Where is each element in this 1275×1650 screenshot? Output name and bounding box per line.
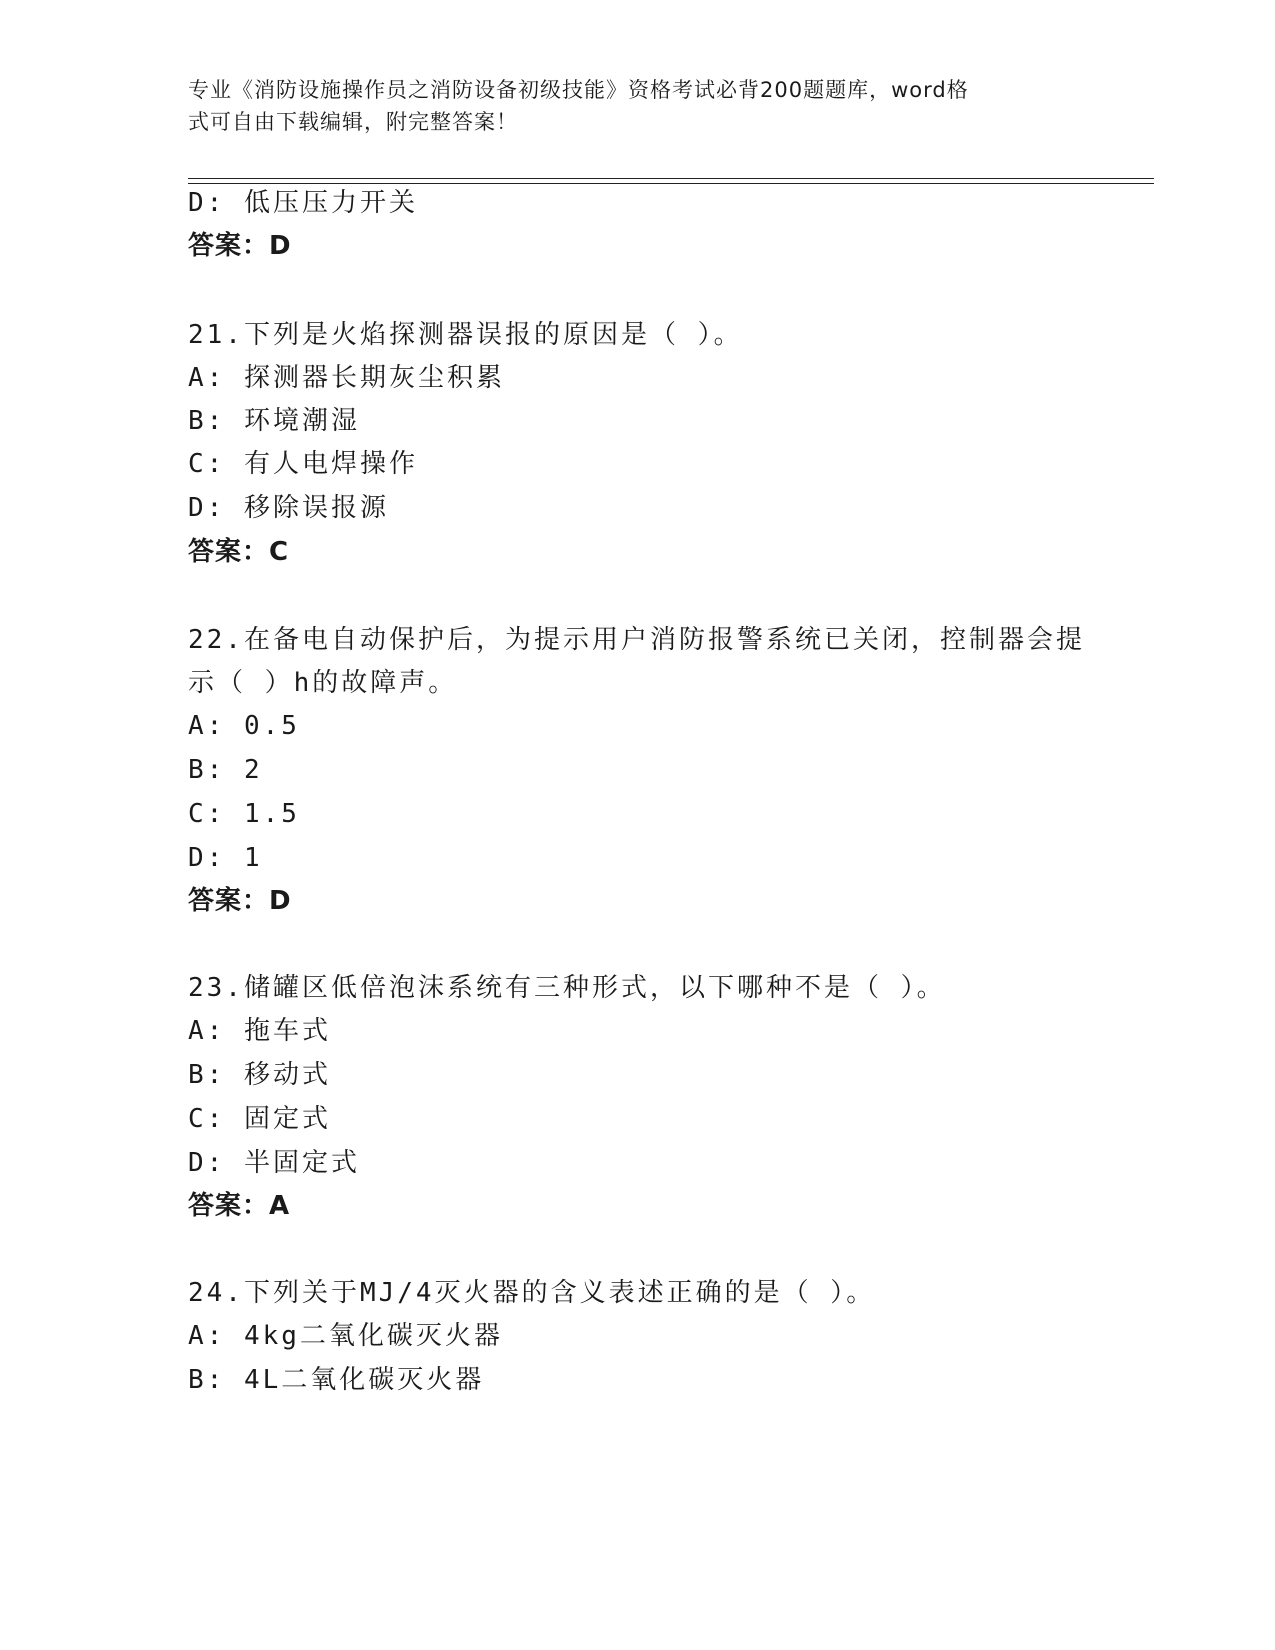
q21-answer: 答案：C <box>188 537 290 567</box>
q22-answer: 答案：D <box>188 886 292 916</box>
q21-option-b: B: 环境潮湿 <box>188 406 360 436</box>
q23-question: 23.储罐区低倍泡沫系统有三种形式，以下哪种不是（ ）。 <box>188 973 946 1003</box>
q23-answer: 答案：A <box>188 1191 291 1221</box>
q22-question-line-1: 22.在备电自动保护后，为提示用户消防报警系统已关闭，控制器会提 <box>188 625 1085 655</box>
q21-option-c: C: 有人电焊操作 <box>188 449 418 479</box>
q23-option-c: C: 固定式 <box>188 1104 331 1134</box>
q24-option-b: B: 4L二氧化碳灭火器 <box>188 1365 485 1395</box>
q23-option-d: D: 半固定式 <box>188 1148 360 1178</box>
prev-option-d: D: 低压压力开关 <box>188 188 418 218</box>
prev-answer: 答案：D <box>188 231 292 261</box>
header-divider-top <box>188 178 1154 179</box>
q24-option-a: A: 4kg二氧化碳灭火器 <box>188 1321 503 1351</box>
header-line-2: 式可自由下载编辑，附完整答案！ <box>188 110 518 134</box>
q23-option-b: B: 移动式 <box>188 1060 331 1090</box>
q22-option-a: A: 0.5 <box>188 711 300 741</box>
q22-option-b: B: 2 <box>188 755 263 785</box>
q22-option-d: D: 1 <box>188 843 263 873</box>
q21-question: 21.下列是火焰探测器误报的原因是（ ）。 <box>188 320 743 350</box>
q24-question: 24.下列关于MJ/4灭火器的含义表述正确的是（ ）。 <box>188 1278 876 1308</box>
q21-option-a: A: 探测器长期灰尘积累 <box>188 363 505 393</box>
q22-option-c: C: 1.5 <box>188 799 300 829</box>
header-line-1: 专业《消防设施操作员之消防设备初级技能》资格考试必背200题题库，word格 <box>188 78 969 102</box>
q21-option-d: D: 移除误报源 <box>188 493 389 523</box>
q23-option-a: A: 拖车式 <box>188 1016 331 1046</box>
header-divider-bottom <box>188 183 1154 184</box>
document-header <box>188 74 1068 138</box>
q22-question-line-2: 示（ ）h的故障声。 <box>188 668 458 698</box>
